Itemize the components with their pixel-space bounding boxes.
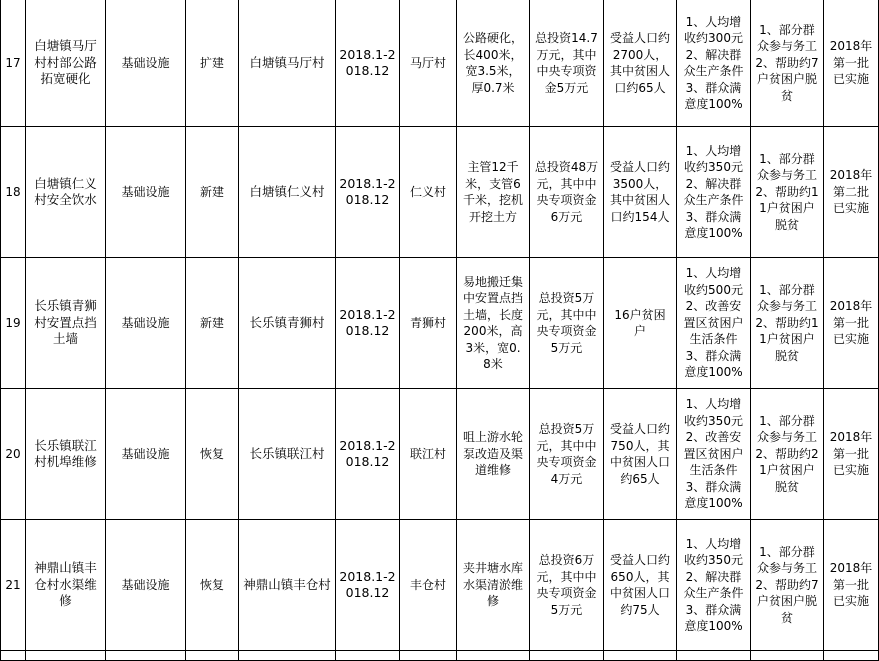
construction-content: 夹井塘水库水渠清淤维修	[457, 520, 530, 651]
construction-content: 咀上游水轮泵改造及渠道维修	[457, 389, 530, 520]
project-category: 基础设施	[106, 520, 186, 651]
construction-content: 易地搬迁集中安置点挡土墙，长度200米，高3米，宽0.8米	[457, 258, 530, 389]
project-period: 2018.1-2018.12	[336, 0, 400, 127]
investment: 总投资48万元，其中中央专项资金6万元	[530, 127, 604, 258]
performance-goal: 1、人均增收约500元2、改善安置区贫困户生活条件3、群众满意度100%	[677, 258, 751, 389]
project-period: 2018.1-2018.12	[336, 258, 400, 389]
project-period: 2018.1-2018.12	[336, 520, 400, 651]
table-row	[1, 0, 879, 127]
project-name: 长乐镇联江村机埠维修	[26, 389, 106, 520]
project-category: 基础设施	[106, 127, 186, 258]
benefit-mechanism: 1、部分群众参与务工2、帮助约11户贫困户脱贫	[751, 258, 824, 389]
implementation-status: 2018年第二批已实施	[824, 127, 879, 258]
row-number: 21	[1, 520, 26, 651]
project-location: 神鼎山镇丰仓村	[239, 520, 336, 651]
table-row	[1, 258, 879, 389]
implementation-status: 2018年第一批已实施	[824, 0, 879, 127]
construction-type: 新建	[186, 258, 239, 389]
village: 青狮村	[400, 258, 457, 389]
beneficiaries: 受益人口约650人，其中贫困人口约75人	[604, 520, 677, 651]
construction-type: 恢复	[186, 520, 239, 651]
implementation-status: 2018年第一批已实施	[824, 258, 879, 389]
row-number: 18	[1, 127, 26, 258]
construction-content: 公路硬化，长400米，宽3.5米，厚0.7米	[457, 0, 530, 127]
project-name: 长乐镇青狮村安置点挡土墙	[26, 258, 106, 389]
construction-content: 主管12千米，支管6千米，挖机开挖土方	[457, 127, 530, 258]
beneficiaries: 受益人口约750人，其中贫困人口约65人	[604, 389, 677, 520]
table-row	[1, 520, 879, 651]
investment: 总投资14.7万元，其中中央专项资金5万元	[530, 0, 604, 127]
project-name: 白塘镇仁义村安全饮水	[26, 127, 106, 258]
performance-goal: 1、人均增收约350元2、解决群众生产条件3、群众满意度100%	[677, 127, 751, 258]
investment: 总投资5万元，其中中央专项资金5万元	[530, 258, 604, 389]
beneficiaries: 受益人口约2700人，其中贫困人口约65人	[604, 0, 677, 127]
construction-type: 恢复	[186, 389, 239, 520]
investment: 总投资5万元，其中中央专项资金4万元	[530, 389, 604, 520]
project-location: 长乐镇青狮村	[239, 258, 336, 389]
village: 仁义村	[400, 127, 457, 258]
row-number: 17	[1, 0, 26, 127]
investment: 总投资6万元，其中中央专项资金5万元	[530, 520, 604, 651]
construction-type: 扩建	[186, 0, 239, 127]
benefit-mechanism: 1、部分群众参与务工2、帮助约11户贫困户脱贫	[751, 127, 824, 258]
project-period: 2018.1-2018.12	[336, 127, 400, 258]
beneficiaries: 16户贫困户	[604, 258, 677, 389]
performance-goal: 1、人均增收约350元2、解决群众生产条件3、群众满意度100%	[677, 520, 751, 651]
implementation-status: 2018年第一批已实施	[824, 520, 879, 651]
implementation-status: 2018年第一批已实施	[824, 389, 879, 520]
village: 丰仓村	[400, 520, 457, 651]
project-name: 神鼎山镇丰仓村水渠维修	[26, 520, 106, 651]
project-category: 基础设施	[106, 258, 186, 389]
performance-goal: 1、人均增收约350元2、改善安置区贫困户生活条件3、群众满意度100%	[677, 389, 751, 520]
village: 马厅村	[400, 0, 457, 127]
table-row	[1, 389, 879, 520]
benefit-mechanism: 1、部分群众参与务工2、帮助约21户贫困户脱贫	[751, 389, 824, 520]
performance-goal: 1、人均增收约300元2、解决群众生产条件3、群众满意度100%	[677, 0, 751, 127]
row-number: 19	[1, 258, 26, 389]
benefit-mechanism: 1、部分群众参与务工2、帮助约7户贫困户脱贫	[751, 520, 824, 651]
project-period: 2018.1-2018.12	[336, 389, 400, 520]
project-category: 基础设施	[106, 0, 186, 127]
project-name: 白塘镇马厅村村部公路拓宽硬化	[26, 0, 106, 127]
project-location: 长乐镇联江村	[239, 389, 336, 520]
row-number: 20	[1, 389, 26, 520]
table-row	[1, 127, 879, 258]
project-location: 白塘镇马厅村	[239, 0, 336, 127]
village: 联江村	[400, 389, 457, 520]
construction-type: 新建	[186, 127, 239, 258]
benefit-mechanism: 1、部分群众参与务工2、帮助约7户贫困户脱贫	[751, 0, 824, 127]
beneficiaries: 受益人口约3500人，其中贫困人口约154人	[604, 127, 677, 258]
project-location: 白塘镇仁义村	[239, 127, 336, 258]
table-row-partial	[1, 651, 879, 661]
project-category: 基础设施	[106, 389, 186, 520]
